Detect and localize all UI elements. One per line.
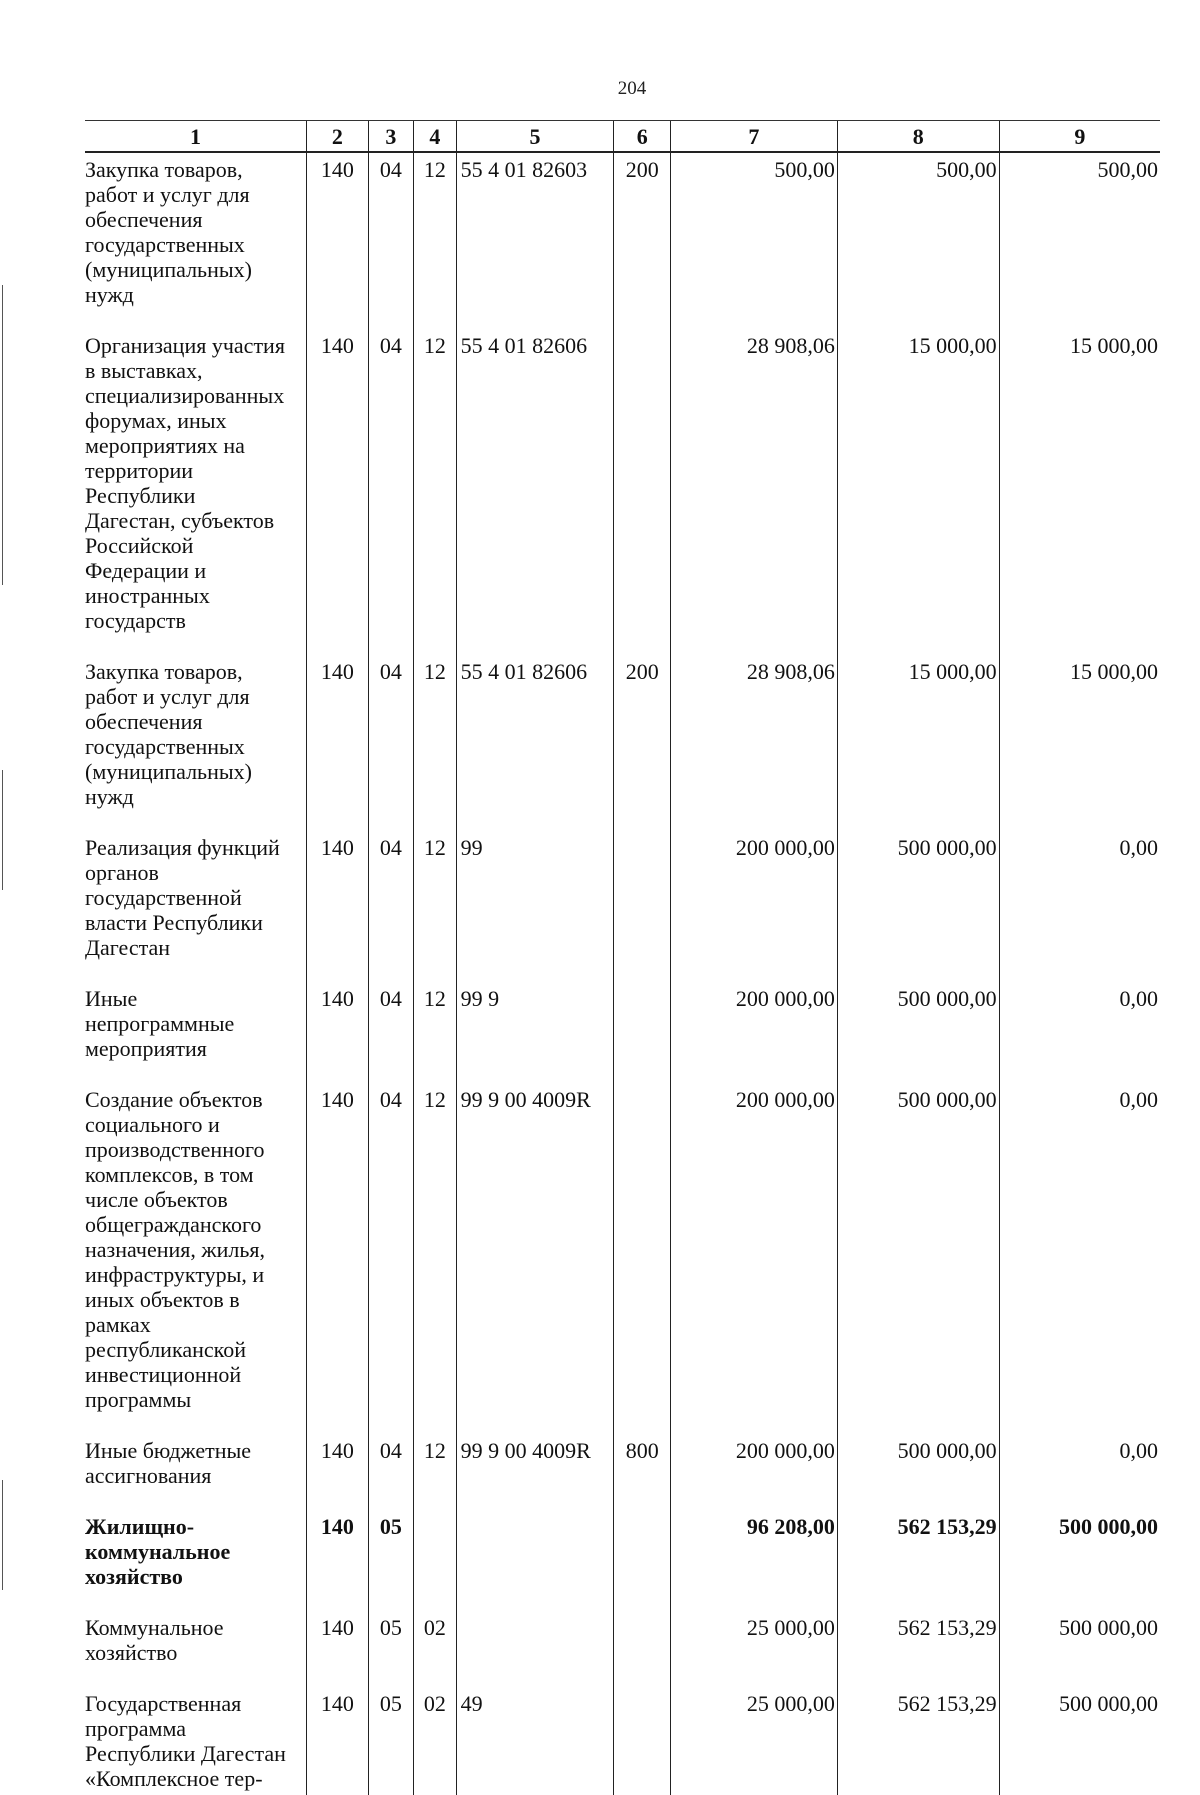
amount-col7-cell: 200 000,00 — [671, 1434, 838, 1510]
row-name: Организация участия в выставках, специализированных форумах, иных мероприятиях на территории Республики Дагестан, субъектов Российской Федерации и иностранных государств — [85, 333, 285, 633]
subsection-code-cell: 02 — [414, 1687, 456, 1795]
amount-col7-cell: 200 000,00 — [671, 982, 838, 1083]
admin-code-cell: 140 — [306, 982, 368, 1083]
table-row — [85, 1083, 1160, 1434]
row-name-cell — [85, 152, 306, 329]
target-article-code-cell — [456, 1611, 614, 1687]
target-article-code-cell: 99 — [456, 831, 614, 982]
row-name: Создание объектов социального и производственного комплексов, в том числе объектов общегражданского назначения, жилья, инфраструктуры, и иных объектов в рамках республиканской инвестиционной программы — [85, 1087, 265, 1412]
table-row — [85, 982, 1160, 1083]
amount-col7-cell: 200 000,00 — [671, 831, 838, 982]
amount-col9-cell: 15 000,00 — [999, 329, 1160, 655]
section-code-cell: 04 — [368, 1083, 414, 1434]
amount-col7-cell: 28 908,06 — [671, 329, 838, 655]
scan-margin-line — [2, 1480, 3, 1590]
column-header-3: 3 — [368, 121, 414, 153]
amount-col8-cell: 15 000,00 — [837, 655, 999, 831]
expense-type-code-cell — [614, 831, 671, 982]
section-code-cell: 05 — [368, 1510, 414, 1611]
admin-code-cell: 140 — [306, 1434, 368, 1510]
amount-col9-cell: 0,00 — [999, 831, 1160, 982]
admin-code-cell: 140 — [306, 152, 368, 329]
amount-col9-cell: 500 000,00 — [999, 1687, 1160, 1795]
table-row — [85, 1611, 1160, 1687]
admin-code-cell: 140 — [306, 831, 368, 982]
amount-col8-cell: 562 153,29 — [837, 1611, 999, 1687]
expense-type-code-cell — [614, 1510, 671, 1611]
row-name: Иные непрограммные мероприятия — [85, 986, 235, 1061]
row-name-cell — [85, 1611, 306, 1687]
scan-margin-line — [2, 770, 3, 890]
row-name: Закупка товаров, работ и услуг для обеспечения государственных (муниципальных) нужд — [85, 157, 252, 307]
target-article-code-cell: 55 4 01 82606 — [456, 655, 614, 831]
amount-col8-cell: 562 153,29 — [837, 1687, 999, 1795]
amount-col9-cell: 500 000,00 — [999, 1611, 1160, 1687]
row-name-cell — [85, 1083, 306, 1434]
admin-code-cell: 140 — [306, 329, 368, 655]
expense-type-code-cell: 800 — [614, 1434, 671, 1510]
row-name: Жилищно-коммунальное хозяйство — [85, 1514, 231, 1589]
target-article-code-cell: 49 — [456, 1687, 614, 1795]
table-row — [85, 152, 1160, 329]
target-article-code-cell: 55 4 01 82603 — [456, 152, 614, 329]
row-name: Иные бюджетные ассигнования — [85, 1438, 252, 1488]
section-code-cell: 04 — [368, 329, 414, 655]
expense-type-code-cell: 200 — [614, 152, 671, 329]
section-code-cell: 05 — [368, 1687, 414, 1795]
row-name: Закупка товаров, работ и услуг для обеспечения государственных (муниципальных) нужд — [85, 659, 252, 809]
section-code-cell: 05 — [368, 1611, 414, 1687]
admin-code-cell: 140 — [306, 1611, 368, 1687]
admin-code-cell: 140 — [306, 655, 368, 831]
row-name: Коммунальное хозяйство — [85, 1615, 224, 1665]
expense-type-code-cell — [614, 1083, 671, 1434]
target-article-code-cell — [456, 1510, 614, 1611]
table-row — [85, 1510, 1160, 1611]
subsection-code-cell: 12 — [414, 982, 456, 1083]
expense-type-code-cell — [614, 1611, 671, 1687]
subsection-code-cell: 12 — [414, 152, 456, 329]
amount-col8-cell: 15 000,00 — [837, 329, 999, 655]
column-header-6: 6 — [614, 121, 671, 153]
amount-col9-cell: 0,00 — [999, 1434, 1160, 1510]
row-name-cell — [85, 1434, 306, 1510]
column-header-1: 1 — [85, 121, 306, 153]
section-code-cell: 04 — [368, 1434, 414, 1510]
table-row — [85, 655, 1160, 831]
column-header-5: 5 — [456, 121, 614, 153]
amount-col9-cell: 500,00 — [999, 152, 1160, 329]
section-code-cell: 04 — [368, 152, 414, 329]
amount-col9-cell: 0,00 — [999, 982, 1160, 1083]
table-row — [85, 1434, 1160, 1510]
table-row — [85, 831, 1160, 982]
target-article-code-cell: 99 9 00 4009R — [456, 1083, 614, 1434]
row-name-cell — [85, 1687, 306, 1795]
section-code-cell: 04 — [368, 831, 414, 982]
amount-col7-cell: 25 000,00 — [671, 1611, 838, 1687]
subsection-code-cell: 12 — [414, 1083, 456, 1434]
table-row — [85, 1687, 1160, 1795]
expense-type-code-cell — [614, 1687, 671, 1795]
amount-col7-cell: 200 000,00 — [671, 1083, 838, 1434]
amount-col8-cell: 500 000,00 — [837, 1434, 999, 1510]
page-number: 204 — [617, 78, 647, 99]
scan-margin-line — [2, 285, 3, 585]
amount-col8-cell: 500 000,00 — [837, 1083, 999, 1434]
expense-type-code-cell — [614, 982, 671, 1083]
section-code-cell: 04 — [368, 655, 414, 831]
budget-table — [85, 120, 1160, 1795]
amount-col7-cell: 25 000,00 — [671, 1687, 838, 1795]
target-article-code-cell: 99 9 — [456, 982, 614, 1083]
table-body — [85, 152, 1160, 1795]
subsection-code-cell: 12 — [414, 831, 456, 982]
column-header-2: 2 — [306, 121, 368, 153]
amount-col8-cell: 500 000,00 — [837, 982, 999, 1083]
amount-col9-cell: 500 000,00 — [999, 1510, 1160, 1611]
amount-col7-cell: 96 208,00 — [671, 1510, 838, 1611]
amount-col8-cell: 562 153,29 — [837, 1510, 999, 1611]
subsection-code-cell: 12 — [414, 1434, 456, 1510]
column-header-9: 9 — [999, 121, 1160, 153]
row-name-cell — [85, 982, 306, 1083]
admin-code-cell: 140 — [306, 1687, 368, 1795]
subsection-code-cell: 02 — [414, 1611, 456, 1687]
target-article-code-cell: 55 4 01 82606 — [456, 329, 614, 655]
admin-code-cell: 140 — [306, 1083, 368, 1434]
amount-col7-cell: 28 908,06 — [671, 655, 838, 831]
row-name: Государственная программа Республики Дагестан «Комплексное тер- — [85, 1691, 286, 1791]
column-header-4: 4 — [414, 121, 456, 153]
admin-code-cell: 140 — [306, 1510, 368, 1611]
amount-col8-cell: 500,00 — [837, 152, 999, 329]
amount-col8-cell: 500 000,00 — [837, 831, 999, 982]
table-row — [85, 329, 1160, 655]
expense-type-code-cell — [614, 329, 671, 655]
column-header-7: 7 — [671, 121, 838, 153]
amount-col7-cell: 500,00 — [671, 152, 838, 329]
row-name: Реализация функций органов государственной власти Республики Дагестан — [85, 835, 280, 960]
subsection-code-cell: 12 — [414, 329, 456, 655]
row-name-cell — [85, 655, 306, 831]
subsection-code-cell — [414, 1510, 456, 1611]
expense-type-code-cell: 200 — [614, 655, 671, 831]
table-header-row — [85, 121, 1160, 153]
subsection-code-cell: 12 — [414, 655, 456, 831]
row-name-cell — [85, 329, 306, 655]
amount-col9-cell: 15 000,00 — [999, 655, 1160, 831]
amount-col9-cell: 0,00 — [999, 1083, 1160, 1434]
target-article-code-cell: 99 9 00 4009R — [456, 1434, 614, 1510]
column-header-8: 8 — [837, 121, 999, 153]
row-name-cell — [85, 1510, 306, 1611]
section-code-cell: 04 — [368, 982, 414, 1083]
row-name-cell — [85, 831, 306, 982]
